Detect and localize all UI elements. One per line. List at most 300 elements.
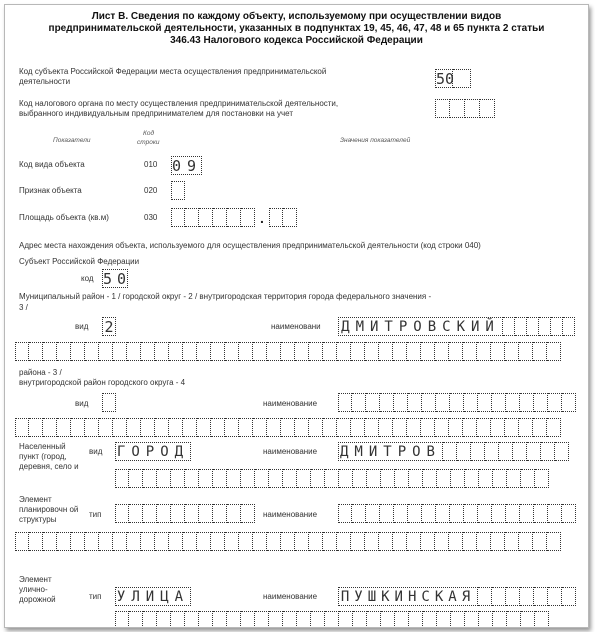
text-cell[interactable] bbox=[211, 342, 225, 361]
text-cell[interactable] bbox=[199, 504, 213, 523]
text-cell[interactable] bbox=[435, 342, 449, 361]
text-cell[interactable] bbox=[527, 442, 541, 461]
text-cell[interactable] bbox=[547, 418, 561, 437]
text-cell[interactable] bbox=[197, 418, 211, 437]
digit-cell[interactable] bbox=[435, 99, 450, 118]
text-cell[interactable] bbox=[463, 418, 477, 437]
text-cell[interactable] bbox=[269, 469, 283, 488]
title-line: предпринимательской деятельности, указанных в подпунктах 19, 45, 46, 47, 48 и 65 пункта 2 статьи bbox=[48, 23, 545, 34]
text-cell[interactable] bbox=[450, 504, 464, 523]
text-cell[interactable] bbox=[169, 342, 183, 361]
text-cell[interactable] bbox=[521, 469, 535, 488]
text-cell[interactable] bbox=[393, 532, 407, 551]
digit-cell[interactable] bbox=[453, 69, 471, 88]
text-cell[interactable] bbox=[533, 342, 547, 361]
digit-cell[interactable] bbox=[102, 393, 116, 412]
text-cell[interactable] bbox=[239, 342, 253, 361]
text-cell[interactable] bbox=[505, 418, 519, 437]
text-cell[interactable] bbox=[506, 393, 520, 412]
text-cell[interactable] bbox=[519, 418, 533, 437]
text-cell[interactable] bbox=[393, 342, 407, 361]
road-element-continuation[interactable] bbox=[115, 611, 549, 628]
text-cell[interactable] bbox=[423, 611, 437, 628]
text-cell[interactable] bbox=[450, 393, 464, 412]
text-cell[interactable] bbox=[155, 418, 169, 437]
text-cell[interactable] bbox=[422, 393, 436, 412]
text-cell[interactable] bbox=[499, 442, 513, 461]
text-cell[interactable] bbox=[15, 342, 29, 361]
text-cell[interactable] bbox=[407, 418, 421, 437]
text-cell[interactable] bbox=[351, 418, 365, 437]
text-cell[interactable] bbox=[281, 342, 295, 361]
text-cell[interactable] bbox=[311, 469, 325, 488]
text-cell[interactable] bbox=[367, 611, 381, 628]
text-cell[interactable] bbox=[127, 418, 141, 437]
digit-cell[interactable] bbox=[241, 208, 255, 227]
text-cell[interactable] bbox=[465, 611, 479, 628]
text-cell[interactable] bbox=[437, 469, 451, 488]
text-cell[interactable] bbox=[562, 587, 576, 606]
text-cell[interactable] bbox=[533, 532, 547, 551]
text-cell[interactable] bbox=[547, 342, 561, 361]
region-code-field[interactable] bbox=[435, 69, 471, 88]
text-cell[interactable] bbox=[527, 317, 539, 336]
text-cell[interactable] bbox=[99, 418, 113, 437]
text-cell[interactable] bbox=[311, 611, 325, 628]
text-cell[interactable] bbox=[479, 611, 493, 628]
text-cell[interactable] bbox=[563, 317, 575, 336]
text-cell[interactable] bbox=[325, 611, 339, 628]
text-cell[interactable] bbox=[464, 393, 478, 412]
text-cell[interactable] bbox=[227, 469, 241, 488]
text-cell[interactable] bbox=[421, 418, 435, 437]
text-cell[interactable] bbox=[325, 469, 339, 488]
text-cell[interactable] bbox=[507, 469, 521, 488]
text-cell[interactable] bbox=[169, 418, 183, 437]
text-cell[interactable] bbox=[352, 504, 366, 523]
text-cell[interactable] bbox=[505, 532, 519, 551]
text-cell[interactable] bbox=[129, 611, 143, 628]
text-cell[interactable] bbox=[479, 469, 493, 488]
text-cell[interactable] bbox=[15, 532, 29, 551]
text-cell[interactable] bbox=[239, 418, 253, 437]
text-cell[interactable] bbox=[115, 469, 129, 488]
text-cell[interactable] bbox=[520, 587, 534, 606]
text-cell[interactable] bbox=[339, 611, 353, 628]
text-cell[interactable] bbox=[464, 504, 478, 523]
text-cell[interactable] bbox=[503, 317, 515, 336]
text-cell[interactable] bbox=[395, 611, 409, 628]
text-cell[interactable] bbox=[449, 418, 463, 437]
text-cell[interactable] bbox=[408, 393, 422, 412]
text-cell[interactable] bbox=[141, 342, 155, 361]
digit-cell[interactable] bbox=[283, 208, 297, 227]
text-cell[interactable] bbox=[129, 504, 143, 523]
text-cell[interactable] bbox=[366, 393, 380, 412]
text-cell[interactable] bbox=[443, 442, 457, 461]
text-cell[interactable] bbox=[323, 342, 337, 361]
planning-element-continuation[interactable] bbox=[15, 532, 561, 551]
text-cell[interactable] bbox=[297, 611, 311, 628]
text-cell[interactable] bbox=[365, 532, 379, 551]
text-cell[interactable] bbox=[379, 342, 393, 361]
text-cell[interactable] bbox=[281, 418, 295, 437]
text-cell[interactable] bbox=[267, 532, 281, 551]
settlement-name-field[interactable] bbox=[338, 442, 569, 461]
text-cell[interactable] bbox=[337, 532, 351, 551]
text-cell[interactable] bbox=[366, 504, 380, 523]
digit-cell[interactable] bbox=[465, 99, 480, 118]
text-cell[interactable] bbox=[183, 418, 197, 437]
text-cell[interactable] bbox=[555, 442, 569, 461]
district-name-continuation[interactable] bbox=[15, 418, 561, 437]
text-cell[interactable] bbox=[57, 342, 71, 361]
text-cell[interactable] bbox=[463, 342, 477, 361]
text-cell[interactable] bbox=[465, 469, 479, 488]
text-cell[interactable] bbox=[539, 317, 551, 336]
municipal-name-continuation[interactable] bbox=[15, 342, 561, 361]
text-cell[interactable] bbox=[127, 342, 141, 361]
text-cells[interactable]: ПУШКИНСКАЯ bbox=[338, 587, 478, 606]
digit-cell[interactable] bbox=[480, 99, 495, 118]
text-cell[interactable] bbox=[227, 611, 241, 628]
text-cell[interactable] bbox=[491, 342, 505, 361]
text-cell[interactable] bbox=[520, 393, 534, 412]
text-cell[interactable] bbox=[338, 393, 352, 412]
text-cell[interactable] bbox=[493, 611, 507, 628]
text-cell[interactable] bbox=[534, 504, 548, 523]
text-cell[interactable] bbox=[541, 442, 555, 461]
text-cell[interactable] bbox=[395, 469, 409, 488]
text-cell[interactable] bbox=[353, 611, 367, 628]
text-cell[interactable] bbox=[309, 532, 323, 551]
text-cell[interactable] bbox=[409, 611, 423, 628]
subject-label: Субъект Российской Федерации bbox=[19, 257, 140, 266]
text-cell[interactable] bbox=[409, 469, 423, 488]
text-cell[interactable] bbox=[491, 418, 505, 437]
text-cell[interactable] bbox=[520, 504, 534, 523]
text-cell[interactable] bbox=[185, 469, 199, 488]
district-type-field[interactable] bbox=[102, 393, 116, 412]
text-cell[interactable] bbox=[393, 418, 407, 437]
tax-organ-field[interactable] bbox=[435, 99, 495, 118]
text-cell[interactable] bbox=[197, 532, 211, 551]
digit-cell[interactable] bbox=[199, 208, 213, 227]
text-cell[interactable] bbox=[407, 532, 421, 551]
text-cell[interactable] bbox=[253, 418, 267, 437]
text-cell[interactable] bbox=[143, 611, 157, 628]
text-cell[interactable] bbox=[225, 342, 239, 361]
text-cell[interactable] bbox=[99, 532, 113, 551]
text-cell[interactable] bbox=[477, 342, 491, 361]
text-cell[interactable] bbox=[491, 532, 505, 551]
text-cell[interactable] bbox=[338, 504, 352, 523]
text-cell[interactable] bbox=[29, 418, 43, 437]
text-cell[interactable] bbox=[225, 418, 239, 437]
text-cell[interactable] bbox=[353, 469, 367, 488]
text-cell[interactable] bbox=[185, 611, 199, 628]
text-cell[interactable] bbox=[309, 418, 323, 437]
text-cell[interactable] bbox=[283, 611, 297, 628]
text-cell[interactable] bbox=[451, 611, 465, 628]
text-cell[interactable] bbox=[478, 587, 492, 606]
text-cell[interactable] bbox=[197, 342, 211, 361]
text-cell[interactable] bbox=[485, 442, 499, 461]
text-cell[interactable] bbox=[157, 504, 171, 523]
text-cell[interactable] bbox=[478, 393, 492, 412]
text-cell[interactable] bbox=[241, 469, 255, 488]
text-cell[interactable] bbox=[253, 342, 267, 361]
text-cell[interactable] bbox=[365, 342, 379, 361]
text-cell[interactable] bbox=[171, 504, 185, 523]
text-cell[interactable] bbox=[507, 611, 521, 628]
digit-cell[interactable] bbox=[171, 181, 185, 200]
text-cell[interactable] bbox=[297, 469, 311, 488]
text-cell[interactable] bbox=[379, 418, 393, 437]
municipal-name-field[interactable] bbox=[338, 317, 575, 336]
planning-element-type-field[interactable] bbox=[115, 504, 255, 523]
text-cell[interactable] bbox=[422, 504, 436, 523]
text-cell[interactable] bbox=[548, 587, 562, 606]
text-cell[interactable] bbox=[451, 469, 465, 488]
digit-cell[interactable]: 50 bbox=[436, 70, 455, 88]
digit-cell[interactable] bbox=[450, 99, 465, 118]
text-cell[interactable] bbox=[199, 469, 213, 488]
text-cell[interactable] bbox=[115, 611, 129, 628]
text-cell[interactable] bbox=[183, 532, 197, 551]
text-cell[interactable] bbox=[281, 532, 295, 551]
text-cell[interactable] bbox=[213, 504, 227, 523]
text-cell[interactable] bbox=[421, 342, 435, 361]
text-cells[interactable]: ДМИТРОВСКИЙ bbox=[338, 317, 503, 336]
digit-cell[interactable] bbox=[269, 208, 283, 227]
digit-cell[interactable]: 50 bbox=[103, 270, 132, 288]
text-cell[interactable] bbox=[437, 611, 451, 628]
text-cell[interactable] bbox=[506, 587, 520, 606]
text-cell[interactable] bbox=[365, 418, 379, 437]
text-cell[interactable] bbox=[323, 532, 337, 551]
object-area-code: 030 bbox=[144, 213, 158, 222]
object-kind-field[interactable] bbox=[171, 156, 202, 175]
text-cell[interactable] bbox=[85, 532, 99, 551]
text-cell[interactable] bbox=[421, 532, 435, 551]
digit-cell[interactable]: 2 bbox=[102, 317, 116, 336]
settlement-name-continuation[interactable] bbox=[115, 469, 549, 488]
text-cell[interactable] bbox=[43, 418, 57, 437]
vid-label: вид bbox=[89, 447, 103, 456]
digit-cell[interactable] bbox=[213, 208, 227, 227]
text-cell[interactable] bbox=[141, 532, 155, 551]
text-cell[interactable] bbox=[185, 504, 199, 523]
text-cell[interactable] bbox=[113, 342, 127, 361]
text-cell[interactable] bbox=[295, 418, 309, 437]
text-cell[interactable] bbox=[267, 418, 281, 437]
text-cell[interactable] bbox=[43, 342, 57, 361]
text-cell[interactable] bbox=[227, 504, 241, 523]
text-cell[interactable] bbox=[143, 504, 157, 523]
text-cell[interactable] bbox=[449, 532, 463, 551]
text-cell[interactable] bbox=[394, 393, 408, 412]
digit-cell[interactable] bbox=[171, 208, 185, 227]
text-cell[interactable] bbox=[463, 532, 477, 551]
municipal-type-field[interactable] bbox=[102, 317, 116, 336]
text-cell[interactable] bbox=[71, 418, 85, 437]
text-cell[interactable] bbox=[534, 393, 548, 412]
text-cell[interactable] bbox=[547, 532, 561, 551]
text-cells[interactable]: ГОРОД bbox=[116, 444, 190, 460]
planning-element-name-field[interactable] bbox=[338, 504, 576, 523]
text-cell[interactable] bbox=[492, 504, 506, 523]
text-cell[interactable] bbox=[143, 469, 157, 488]
text-cell[interactable] bbox=[129, 469, 143, 488]
text-cell[interactable] bbox=[506, 504, 520, 523]
text-cell[interactable] bbox=[548, 393, 562, 412]
text-cell[interactable] bbox=[519, 342, 533, 361]
text-cell[interactable] bbox=[381, 611, 395, 628]
settlement-label: Населенный пункт (город, деревня, село и bbox=[19, 442, 79, 471]
text-cell[interactable] bbox=[115, 504, 129, 523]
object-sign-field[interactable] bbox=[171, 181, 185, 200]
title-line: Лист В. Сведения по каждому объекту, используемому при осуществлении видов bbox=[91, 11, 502, 22]
text-cell[interactable] bbox=[199, 611, 213, 628]
text-cell[interactable] bbox=[492, 587, 506, 606]
text-cell[interactable] bbox=[57, 418, 71, 437]
text-cell[interactable] bbox=[551, 317, 563, 336]
text-cell[interactable] bbox=[367, 469, 381, 488]
text-cell[interactable] bbox=[213, 611, 227, 628]
text-cell[interactable] bbox=[423, 469, 437, 488]
settlement-type-field[interactable] bbox=[115, 442, 191, 461]
road-element-type-field[interactable] bbox=[115, 587, 191, 606]
text-cell[interactable] bbox=[339, 469, 353, 488]
text-cell[interactable] bbox=[155, 342, 169, 361]
digit-cell[interactable]: 09 bbox=[172, 157, 203, 175]
text-cell[interactable] bbox=[435, 532, 449, 551]
text-cell[interactable] bbox=[269, 611, 283, 628]
text-cell[interactable] bbox=[15, 418, 29, 437]
text-cell[interactable] bbox=[562, 504, 576, 523]
text-cell[interactable] bbox=[267, 342, 281, 361]
text-cell[interactable] bbox=[521, 611, 535, 628]
text-cell[interactable] bbox=[515, 317, 527, 336]
text-cell[interactable] bbox=[519, 532, 533, 551]
text-cell[interactable] bbox=[535, 611, 549, 628]
text-cell[interactable] bbox=[171, 469, 185, 488]
text-cell[interactable] bbox=[513, 442, 527, 461]
text-cell[interactable] bbox=[255, 611, 269, 628]
text-cells[interactable]: УЛИЦА bbox=[116, 589, 190, 605]
tax-organ-label: Код налогового органа по месту осуществления предпринимательской деятельности, bbox=[19, 99, 339, 108]
text-cell[interactable] bbox=[548, 504, 562, 523]
text-cell[interactable] bbox=[449, 342, 463, 361]
text-cell[interactable] bbox=[295, 342, 309, 361]
region-code-label-2: деятельности bbox=[19, 77, 71, 86]
text-cell[interactable] bbox=[477, 532, 491, 551]
text-cell[interactable] bbox=[253, 532, 267, 551]
road-element-name-field[interactable] bbox=[338, 587, 576, 606]
region-code-label: Код субъекта Российской Федерации места осуществления предпринимательской bbox=[19, 67, 327, 76]
text-cell[interactable] bbox=[380, 504, 394, 523]
text-cell[interactable] bbox=[337, 418, 351, 437]
text-cell[interactable] bbox=[394, 504, 408, 523]
text-cells[interactable]: ДМИТРОВ bbox=[339, 444, 441, 460]
text-cell[interactable] bbox=[155, 532, 169, 551]
text-cell[interactable] bbox=[29, 532, 43, 551]
district-name-field[interactable] bbox=[338, 393, 576, 412]
text-cell[interactable] bbox=[241, 611, 255, 628]
text-cell[interactable] bbox=[379, 532, 393, 551]
text-cell[interactable] bbox=[283, 469, 297, 488]
text-cell[interactable] bbox=[478, 504, 492, 523]
object-area-fraction-field[interactable] bbox=[269, 208, 297, 227]
text-cell[interactable] bbox=[380, 393, 394, 412]
text-cell[interactable] bbox=[171, 611, 185, 628]
text-cell[interactable] bbox=[492, 393, 506, 412]
text-cell[interactable] bbox=[239, 532, 253, 551]
text-cell[interactable] bbox=[381, 469, 395, 488]
text-cell[interactable] bbox=[113, 532, 127, 551]
text-cell[interactable] bbox=[85, 342, 99, 361]
text-cell[interactable] bbox=[57, 532, 71, 551]
text-cell[interactable] bbox=[295, 532, 309, 551]
text-cell[interactable] bbox=[157, 611, 171, 628]
text-cell[interactable] bbox=[534, 587, 548, 606]
digit-cell[interactable] bbox=[185, 208, 199, 227]
object-area-field[interactable] bbox=[171, 208, 255, 227]
text-cell[interactable] bbox=[99, 342, 113, 361]
text-cell[interactable] bbox=[241, 504, 255, 523]
subject-code-field[interactable] bbox=[102, 269, 132, 288]
text-cell[interactable] bbox=[113, 418, 127, 437]
text-cell[interactable] bbox=[85, 418, 99, 437]
text-cell[interactable] bbox=[535, 469, 549, 488]
text-cell[interactable] bbox=[408, 504, 422, 523]
text-cell[interactable] bbox=[407, 342, 421, 361]
text-cell[interactable] bbox=[533, 418, 547, 437]
text-cell[interactable] bbox=[471, 442, 485, 461]
digit-cell[interactable] bbox=[227, 208, 241, 227]
text-cell[interactable] bbox=[29, 342, 43, 361]
text-cell[interactable] bbox=[435, 418, 449, 437]
text-cell[interactable] bbox=[562, 393, 576, 412]
text-cell[interactable] bbox=[493, 469, 507, 488]
text-cell[interactable] bbox=[225, 532, 239, 551]
text-cell[interactable] bbox=[43, 532, 57, 551]
text-cell[interactable] bbox=[169, 532, 183, 551]
text-cell[interactable] bbox=[127, 532, 141, 551]
text-cell[interactable] bbox=[337, 342, 351, 361]
text-cell[interactable] bbox=[157, 469, 171, 488]
text-cell[interactable] bbox=[323, 418, 337, 437]
text-cell[interactable] bbox=[351, 532, 365, 551]
text-cell[interactable] bbox=[71, 532, 85, 551]
text-cell[interactable] bbox=[457, 442, 471, 461]
text-cell[interactable] bbox=[211, 418, 225, 437]
text-cell[interactable] bbox=[436, 504, 450, 523]
text-cell[interactable] bbox=[436, 393, 450, 412]
text-cell[interactable] bbox=[71, 342, 85, 361]
text-cell[interactable] bbox=[141, 418, 155, 437]
text-cell[interactable] bbox=[309, 342, 323, 361]
text-cell[interactable] bbox=[352, 393, 366, 412]
text-cell[interactable] bbox=[477, 418, 491, 437]
text-cell[interactable] bbox=[183, 342, 197, 361]
text-cell[interactable] bbox=[211, 532, 225, 551]
text-cell[interactable] bbox=[213, 469, 227, 488]
text-cell[interactable] bbox=[351, 342, 365, 361]
text-cell[interactable] bbox=[255, 469, 269, 488]
text-cell[interactable] bbox=[505, 342, 519, 361]
